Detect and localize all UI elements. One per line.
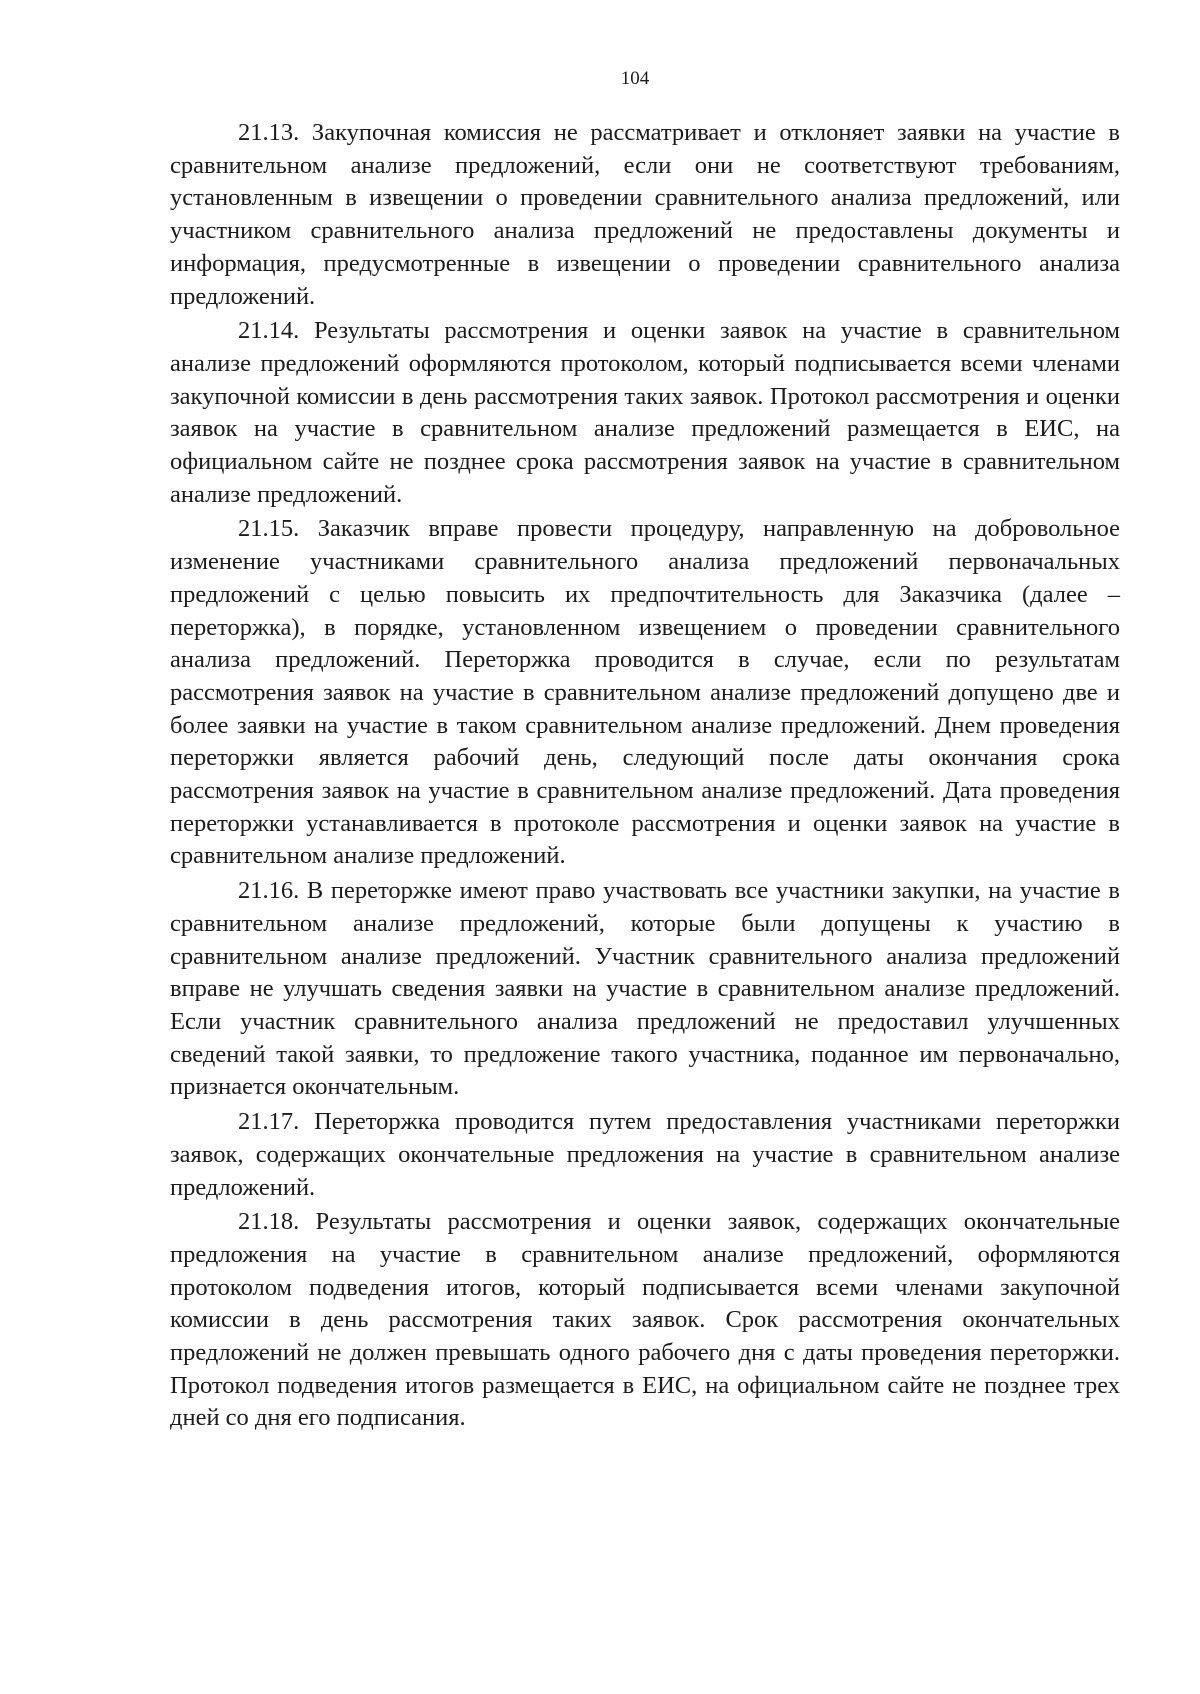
clause-21-16: 21.16. В переторжке имеют право участвовать все участники закупки, на участие в сравнительном анализе предложений, которые были допущены к участию в сравнительном анализе предложений. Участник сравнительного анализа предложений вправе не улучшать сведения заявки на участие в сравнительном анализе предложений. Если участник сравнительного анализа предложений не предоставил улучшенных сведений такой заявки, то предложение такого участника, поданное им первоначально, признается окончательным. <box>170 877 1120 1101</box>
clause-21-14: 21.14. Результаты рассмотрения и оценки заявок на участие в сравнительном анализе предложений оформляются протоколом, который подписывается всеми членами закупочной комиссии в день рассмотрения таких заявок. Протокол рассмотрения и оценки заявок на участие в сравнительном анализе предложений размещается в ЕИС, на официальном сайте не позднее срока рассмотрения заявок на участие в сравнительном анализе предложений. <box>170 317 1120 508</box>
document-body <box>170 117 1120 1435</box>
clause-21-13: 21.13. Закупочная комиссия не рассматривает и отклоняет заявки на участие в сравнительном анализе предложений, если они не соответствуют требованиям, установленным в извещении о проведении сравнительного анализа предложений, или участником сравнительного анализа предложений не предоставлены документы и информация, предусмотренные в извещении о проведении сравнительного анализа предложений. <box>170 119 1120 310</box>
page-number: 104 <box>620 68 650 89</box>
clause-21-17: 21.17. Переторжка проводится путем предоставления участниками переторжки заявок, содержащих окончательные предложения на участие в сравнительном анализе предложений. <box>170 1108 1120 1201</box>
clause-21-18: 21.18. Результаты рассмотрения и оценки заявок, содержащих окончательные предложения на участие в сравнительном анализе предложений, оформляются протоколом подведения итогов, который подписывается всеми членами закупочной комиссии в день рассмотрения таких заявок. Срок рассмотрения окончательных предложений не должен превышать одного рабочего дня с даты проведения переторжки. Протокол подведения итогов размещается в ЕИС, на официальном сайте не позднее трех дней со дня его подписания. <box>170 1208 1120 1432</box>
clause-21-15: 21.15. Заказчик вправе провести процедуру, направленную на добровольное изменение участниками сравнительного анализа предложений первоначальных предложений с целью повысить их предпочтительность для Заказчика (далее – переторжка), в порядке, установленном извещением о проведении сравнительного анализа предложений. Переторжка проводится в случае, если по результатам рассмотрения заявок на участие в сравнительном анализе предложений допущено две и более заявки на участие в таком сравнительном анализе предложений. Днем проведения переторжки является рабочий день, следующий после даты окончания срока рассмотрения заявок на участие в сравнительном анализе предложений. Дата проведения переторжки устанавливается в протоколе рассмотрения и оценки заявок на участие в сравнительном анализе предложений. <box>170 515 1120 870</box>
